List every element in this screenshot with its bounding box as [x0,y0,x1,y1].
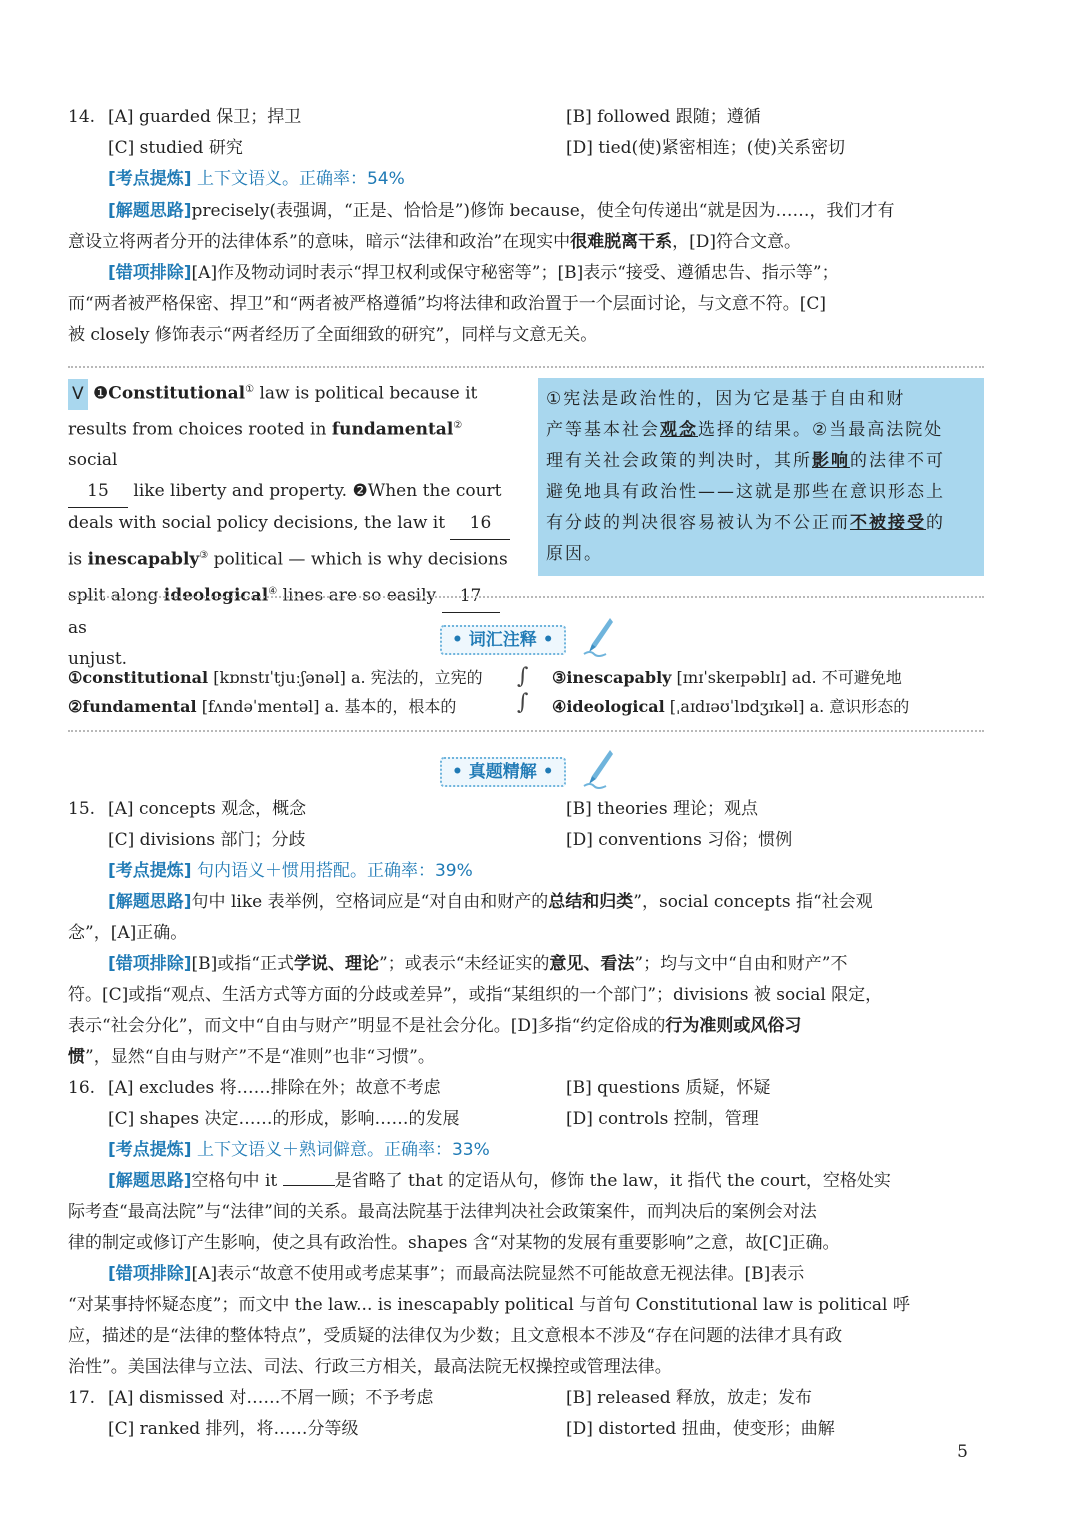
q16-elimination-line-2: “对某事持怀疑态度”；而文中 the law... is inescapably political 与首句 Constitutional law is political 呼 [68,1295,910,1315]
q16-number: 16. [68,1078,96,1098]
q16-solution-line-3: 律的制定或修订产生影响，使之具有政治性。shapes 含“对某物的发展有重要影响”之意，故[C]正确。 [68,1233,840,1253]
blank-16: 16 [450,508,510,540]
q17-number: 17. [68,1388,96,1408]
q16-option-b: [B] questions 质疑，怀疑 [566,1078,771,1098]
q15-elimination-line-1: [错项排除][B]或指“正式学说、理论”；或表示“未经证实的意见、看法”；均与文中“自由和财产”不 [108,954,848,974]
q14-option-d: [D] tied(使)紧密相连；(使)关系密切 [566,138,846,158]
q16-key-point: [考点提炼] 上下文语义＋熟词僻意。正确率：33% [108,1140,490,1160]
vocab-item-4: ④ideological [ˌaɪdɪəʊˈlɒdʒɪkəl] a. 意识形态的 [552,697,910,716]
q15-option-c: [C] divisions 部门；分歧 [108,830,306,850]
q15-solution-line-1: [解题思路]句中 like 表举例，空格词应是“对自由和财产的总结和归类”，social concepts 指“社会观 [108,892,873,912]
q14-solution-line-1: [解题思路]precisely(表强调，“正是、恰恰是”)修饰 because，使全句传递出“就是因为……，我们才有 [108,201,895,221]
elimination-tag: [错项排除] [108,263,192,283]
q14-option-b: [B] followed 跟随；遵循 [566,107,761,127]
q14-number: 14. [68,107,96,127]
q16-solution-line-2: 际考查“最高法院”与“法律”间的关系。最高法院基于法律判决社会政策案件，而判决后的案例会对法 [68,1202,817,1222]
q14-key-point [108,164,405,194]
wave-divider-icon: ∫ [517,664,529,689]
q15-solution-line-2: 念”，[A]正确。 [68,923,188,943]
q15-elimination-line-3: 表示“社会分化”，而文中“自由与财产”明显不是社会分化。[D]多指“约定俗成的行为准则或风俗习 [68,1016,802,1036]
inline-blank [283,1185,335,1186]
q16-solution-line-1: [解题思路]空格句中 it 是省略了 that 的定语从句，修饰 the law，it 指代 the court，空格处实 [108,1171,891,1191]
q14-elimination-line-1: [错项排除][A]作及物动词时表示“捍卫权利或保守秘密等”；[B]表示“接受、遵循忠告、指示等”； [108,263,839,283]
q15-option-d: [D] conventions 习俗；惯例 [566,830,793,850]
pen-icon [582,748,616,790]
q17-option-a: [A] dismissed 对……不屑一顾；不予考虑 [108,1388,434,1408]
divider [68,730,984,732]
pen-icon [582,616,616,658]
q15-number: 15. [68,799,96,819]
exam-section-title: • 真题精解 • [440,757,566,787]
translation-box: ①宪法是政治性的，因为它是基于自由和财 产等基本社会观念选择的结果。②当最高法院处 理有关社会政策的判决时，其所影响的法律不可 避免地具有政治性——这就是那些在意识形态上 有分歧的判决很容易被认为不公正而不被接受的 原因。 [538,378,984,576]
page-number: 5 [957,1442,968,1462]
vocab-item-2: ②fundamental [fʌndəˈmentəl] a. 基本的，根本的 [68,697,457,716]
q14-option-c: [C] studied 研究 [108,138,243,158]
q16-option-d: [D] controls 控制，管理 [566,1109,759,1129]
q15-option-a: [A] concepts 观念，概念 [108,799,307,819]
q14-solution-line-2: 意设立将两者分开的法律体系”的意味，暗示“法律和政治”在现实中很难脱离干系，[D]符合文意。 [68,232,801,252]
q17-option-b: [B] released 释放，放走；发布 [566,1388,813,1408]
wave-divider-icon: ∫ [517,690,529,715]
q15-option-b: [B] theories 理论；观点 [566,799,758,819]
blank-15: 15 [68,476,128,508]
q15-elimination-line-4: 惯”，显然“自由与财产”不是“准则”也非“习惯”。 [68,1047,435,1067]
vocab-section-title: • 词汇注释 • [440,625,566,655]
key-point-text: 上下文语义。正确率：54% [196,169,405,189]
q17-option-c: [C] ranked 排列，将……分等级 [108,1419,359,1439]
q15-key-point: [考点提炼] 句内语义＋惯用搭配。正确率：39% [108,861,473,881]
q16-elimination-line-4: 治性”。美国法律与立法、司法、行政三方相关，最高法院无权操控或管理法律。 [68,1357,672,1377]
section-mark: V [68,379,88,410]
vocab-item-1: ①constitutional [kɒnstɪˈtjuːʃənəl] a. 宪法的，立宪的 [68,668,483,687]
q17-option-d: [D] distorted 扭曲，使变形；曲解 [566,1419,835,1439]
q16-elimination-line-1: [错项排除][A]表示“故意不使用或考虑某事”；而最高法院显然不可能故意无视法律。[B]表示 [108,1264,805,1284]
vocab-item-3: ③inescapably [ɪnɪˈskeɪpəblɪ] ad. 不可避免地 [552,668,902,687]
q14-option-a: [A] guarded 保卫；捍卫 [108,107,302,127]
q15-elimination-line-2: 符。[C]或指“观点、生活方式等方面的分歧或差异”，或指“某组织的一个部门”；divisions 被 social 限定， [68,985,883,1005]
divider [68,596,984,598]
q16-option-c: [C] shapes 决定……的形成，影响……的发展 [108,1109,460,1129]
divider [68,366,984,368]
q14-elimination-line-2: 而“两者被严格保密、捍卫”和“两者被严格遵循”均将法律和政治置于一个层面讨论，与文意不符。[C] [68,294,827,314]
solution-tag: [解题思路] [108,201,192,221]
q16-elimination-line-3: 应，描述的是“法律的整体特点”，受质疑的法律仅为少数；且文意根本不涉及“存在问题的法律才具有政 [68,1326,843,1346]
q16-option-a: [A] excludes 将……排除在外；故意不考虑 [108,1078,441,1098]
key-point-tag: [考点提炼] [108,169,192,189]
blank-17: 17 [442,581,500,613]
passage-text: V ❶Constitutional① law is political because it results from choices rooted in fundamental② social 15 like liberty and property. ❷When the court deals with social policy decisions, the law it 16 is inescapably③ political — which is why decisions split along ideological④ lines are so easily 17 as unjust. [68,374,516,675]
q14-elimination-line-3: 被 closely 修饰表示“两者经历了全面细致的研究”，同样与文意无关。 [68,325,598,345]
